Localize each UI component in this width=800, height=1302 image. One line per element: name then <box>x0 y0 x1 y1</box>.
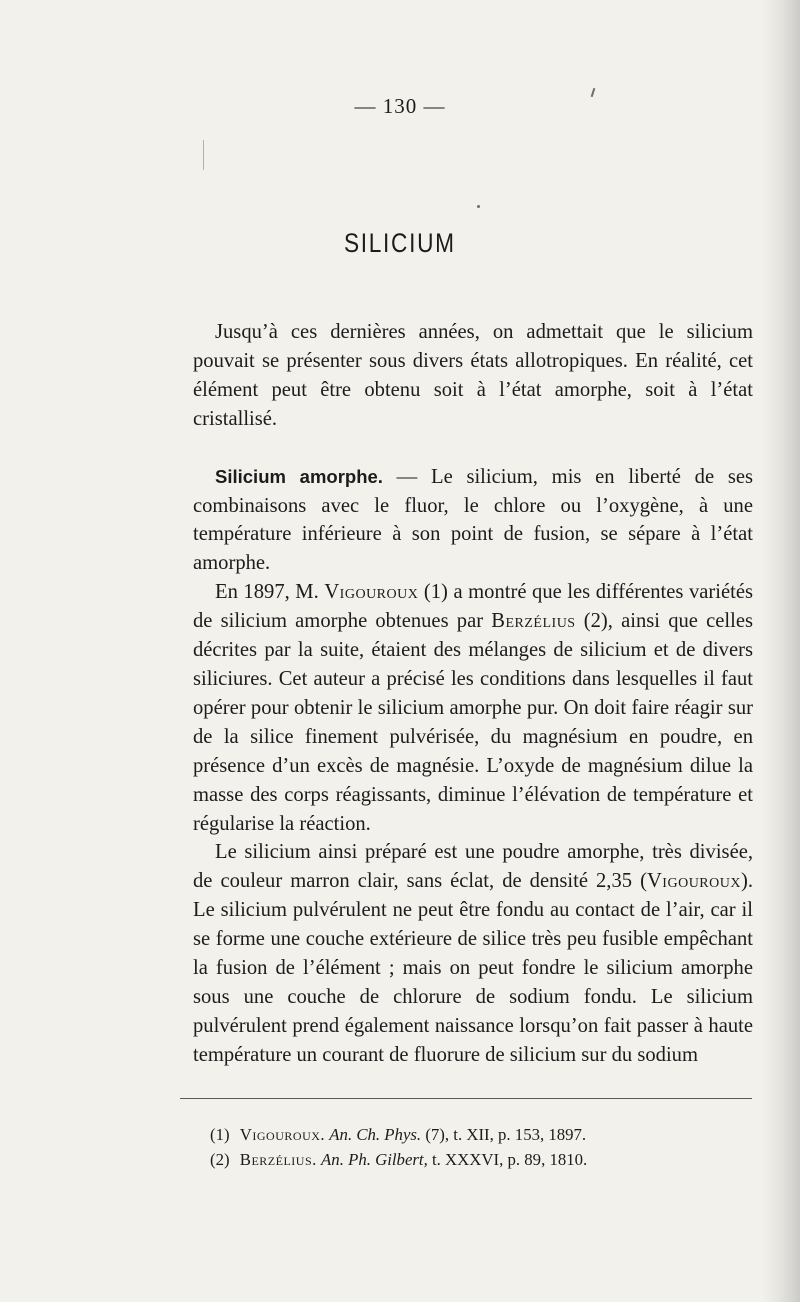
footnote-author: Vigouroux. <box>239 1125 326 1144</box>
author-name: Vigouroux <box>324 581 419 604</box>
paragraph-text: — Le silicium, mis en liberté de ses combinaisons avec le fluor, le chlore ou l’oxygène, à une température inférieure à son point de fusion, se sépare à l’état amorphe. <box>193 465 753 575</box>
author-name: Berzélius <box>491 610 576 633</box>
scan-speck <box>203 140 204 170</box>
footnote-number: (2) <box>210 1150 230 1169</box>
footnote-reference: t. XXXVI, p. 89, 1810. <box>432 1150 588 1169</box>
paragraph-text: Le silicium ainsi préparé est une poudre amorphe, très divisée, de couleur marron clair, sans éclat, de densité 2,35 ( <box>193 841 753 893</box>
paragraph-intro: Jusqu’à ces dernières années, on admettait que le silicium pouvait se présenter sous divers états allotropiques. En réalité, cet élément peut être obtenu soit à l’état amorphe, soit à l’état cristallisé. <box>193 321 753 430</box>
scan-speck <box>477 205 480 208</box>
body-text <box>193 318 753 1070</box>
paragraph-text: (2), ainsi que celles décrites par la suite, étaient des mélanges de silicium et de divers siliciures. Cet auteur a précisé les conditions dans lesquelles il faut opérer pour obtenir le silicium amorphe pur. On doit faire réagir sur de la silice finement pulvérisée, du magnésium en poudre, en présence d’un excès de magnésie. L’oxyde de magnésium dilue la masse des corps réagissants, diminue l’élévation de température et régularise la réaction. <box>193 610 753 835</box>
footnote-author: Berzélius. <box>239 1150 317 1169</box>
footnote-reference: (7), t. XII, p. 153, 1897. <box>425 1125 587 1144</box>
footnote-journal: An. Ch. Phys. <box>329 1125 422 1144</box>
paragraph-preparation <box>193 838 753 1069</box>
footnote-number: (1) <box>210 1125 230 1144</box>
paragraph-text: ). Le silicium pulvérulent ne peut être fondu au contact de l’air, car il se forme une couche extérieure de silice très peu fusible empêchant la fusion de l’élément ; mais on peut fondre le silicium amorphe sous une couche de chlorure de sodium fondu. Le silicium pulvérulent prend également naissance lorsqu’on fait passer à haute température un courant de fluorure de silicium sur du sodium <box>193 870 753 1066</box>
page-edge-shadow <box>762 0 800 1302</box>
paragraph-text: En 1897, M. <box>215 581 325 604</box>
paragraph-vigouroux <box>193 578 753 838</box>
paragraph-silicium-amorphe <box>193 463 753 579</box>
author-name: Vigouroux <box>646 870 741 893</box>
footnote-separator <box>180 1098 752 1099</box>
paragraph-text: (1) a montré que les différentes variétés de silicium amorphe obtenues par <box>193 581 753 633</box>
footnote-journal: An. Ph. Gilbert, <box>321 1150 428 1169</box>
footnotes <box>210 1122 750 1172</box>
footnote <box>210 1147 750 1172</box>
chapter-title: SILICIUM <box>343 228 456 258</box>
page-number: — 130 — <box>354 94 446 118</box>
footnote <box>210 1122 750 1147</box>
section-heading: Silicium amorphe. <box>215 465 383 487</box>
